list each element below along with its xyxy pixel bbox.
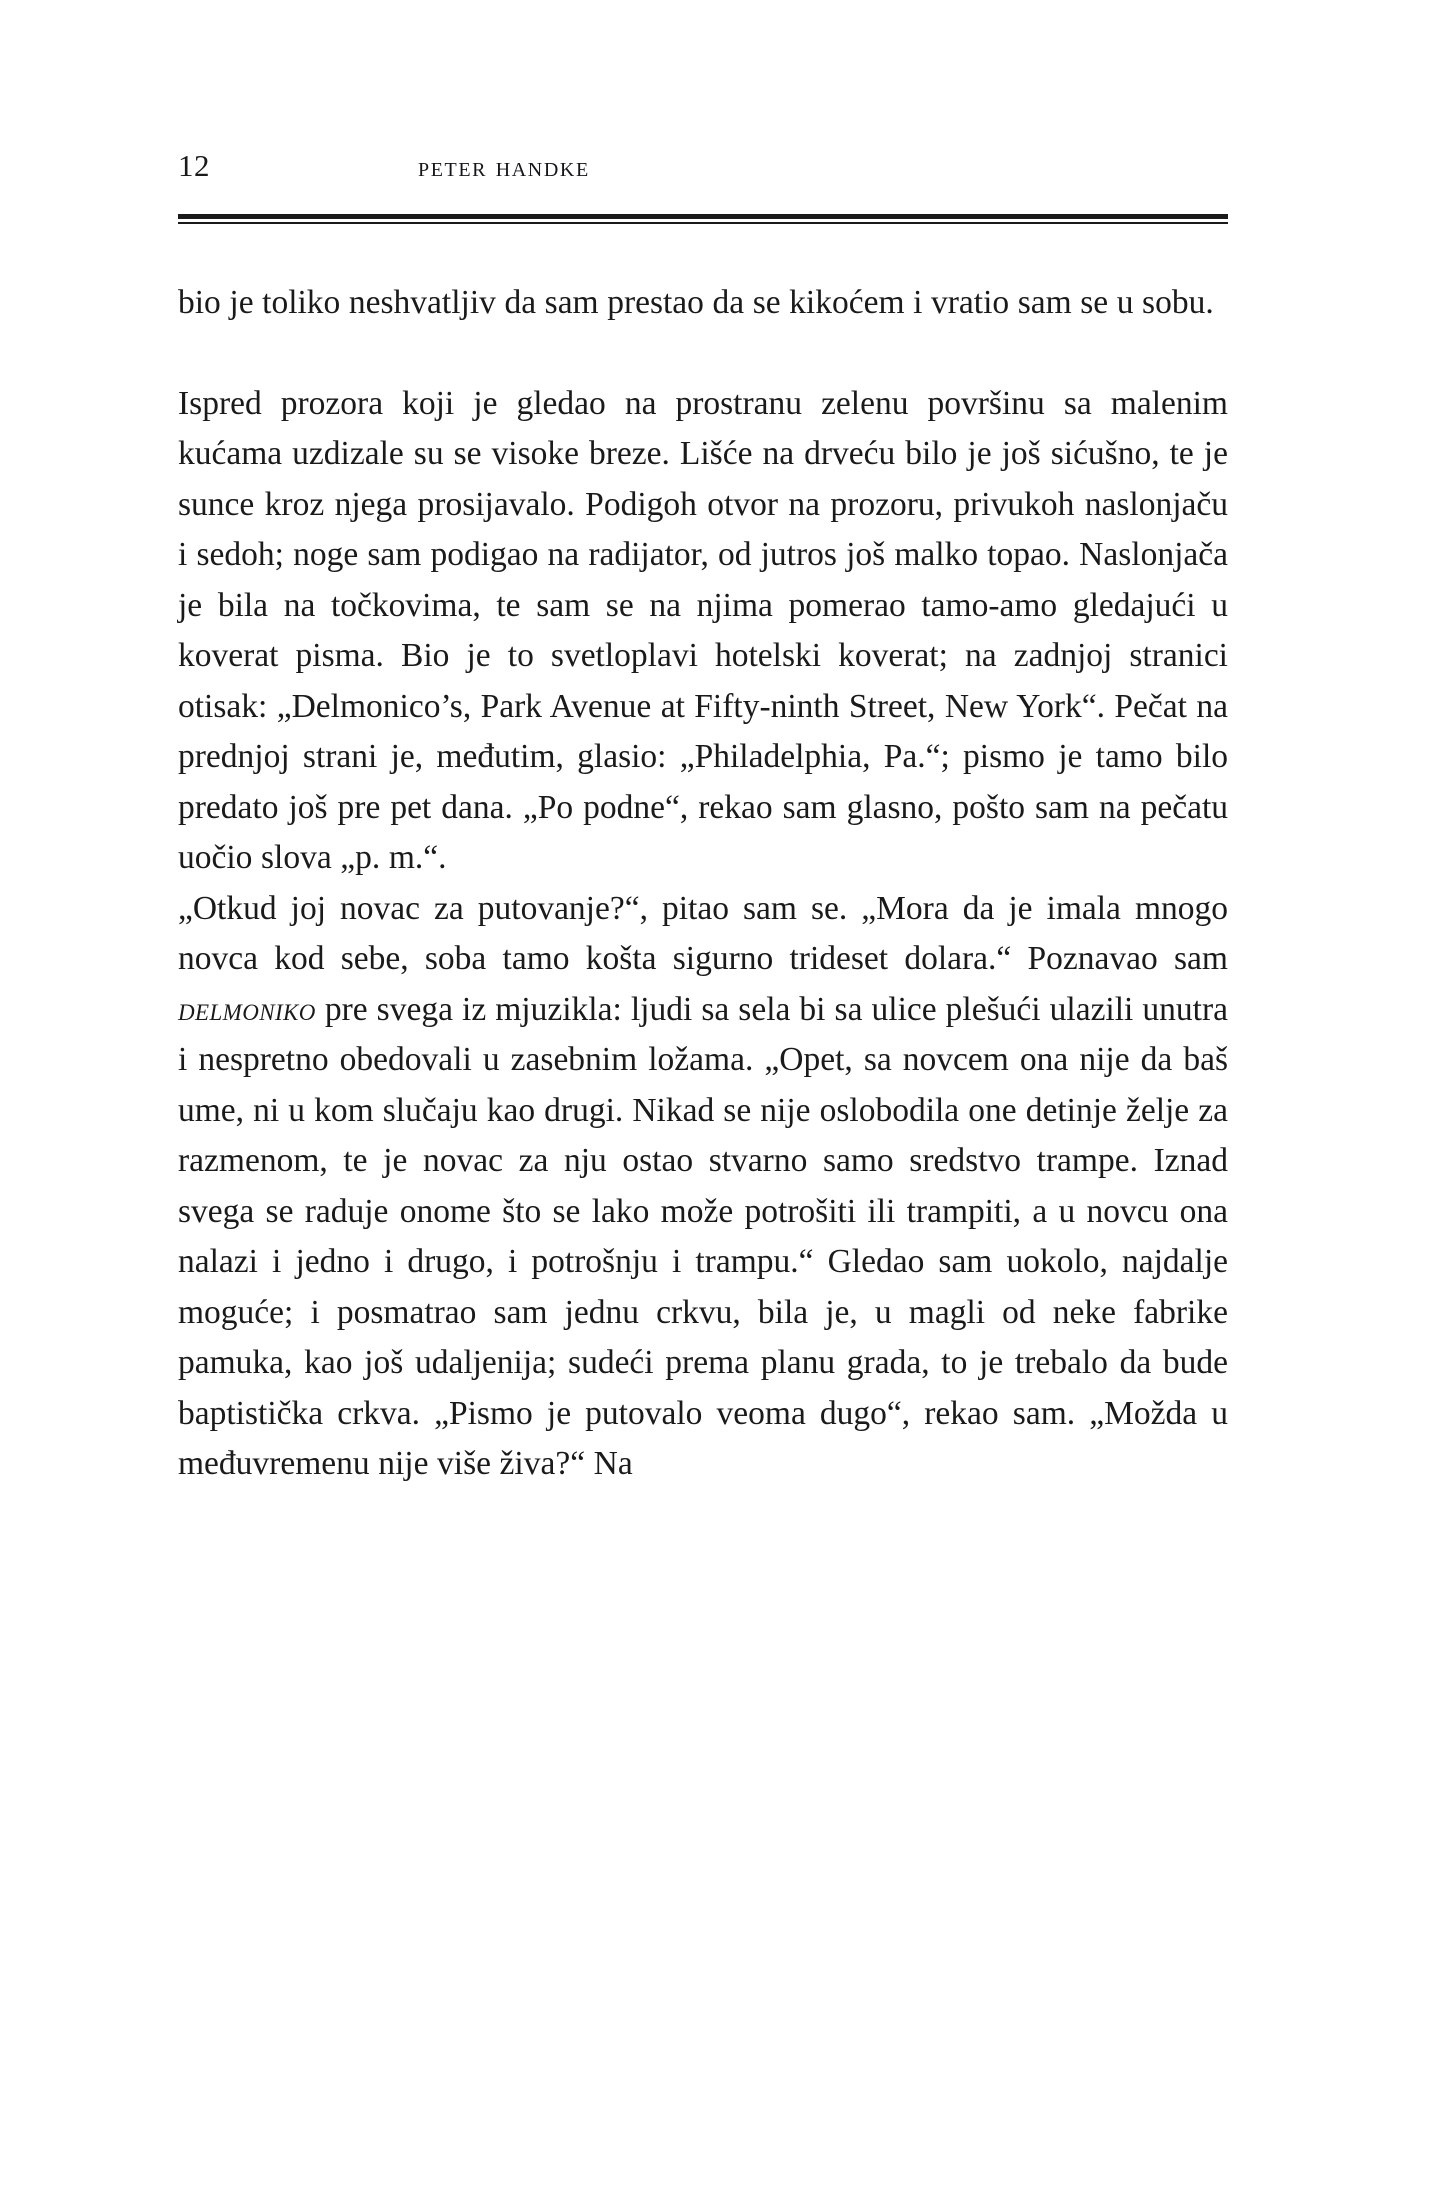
paragraph-3-text-after: pre svega iz mjuzikla: ljudi sa sela bi sa ulice plešući ulazili unutra i nespretno obedovali u zasebnim ložama. „Opet, sa novcem ona nije da baš ume, ni u kom slučaju kao drugi. Nikad se nije oslobodila one detinje želje za razmenom, te je novac za nju ostao stvarno samo sredstvo trampe. Iznad svega se raduje onome što se lako može potrošiti ili trampiti, a u novcu ona nalazi i jedno i drugo, i potrošnju i trampu.“ Gledao sam uokolo, najdalje moguće; i posmatrao sam jednu crkvu, bila je, u magli od neke fabrike pamuka, kao još udaljenija; sudeći prema planu grada, to je trebalo da bude baptistička crkva. „Pismo je putovalo veoma dugo“, rekao sam. „Možda u međuvremenu nije više živa?“ Na (178, 990, 1228, 1482)
running-head (178, 150, 1228, 208)
header-rule (178, 214, 1228, 224)
page-number: 12 (178, 148, 210, 183)
page-content-area (178, 150, 1228, 1490)
body-text (178, 278, 1228, 1490)
header-rule-thin (178, 222, 1228, 224)
delmoniko-smallcaps: delmoniko (178, 990, 316, 1028)
paragraph-3 (178, 884, 1228, 1490)
paragraph-spacer (178, 329, 1228, 379)
running-head-author: peter handke (418, 152, 590, 183)
paragraph-2: Ispred prozora koji je gledao na prostranu zelenu površinu sa malenim kućama uzdizale su se visoke breze. Lišće na drveću bilo je još sićušno, te je sunce kroz njega prosijavalo. Podigoh otvor na prozoru, privukoh naslonjaču i sedoh; noge sam podigao na radijator, od jutros još malko topao. Naslonjača je bila na točkovima, te sam se na njima pomerao tamo-amo gledajući u koverat pisma. Bio je to svetloplavi hotelski koverat; na zadnjoj stranici otisak: „Delmonico’s, Park Avenue at Fifty-ninth Street, New York“. Pečat na prednjoj strani je, međutim, glasio: „Philadelphia, Pa.“; pismo je tamo bilo predato još pre pet dana. „Po podne“, rekao sam glasno, pošto sam na pečatu uočio slova „p. m.“. (178, 384, 1228, 876)
paragraph-1: bio je toliko neshvatljiv da sam prestao da se kikoćem i vratio sam se u sobu. (178, 284, 1214, 321)
paragraph-3-text-before: „Otkud joj novac za putovanje?“, pitao sam se. „Mora da je imala mnogo novca kod sebe, soba tamo košta sigurno trideset dolara.“ Poznavao sam (178, 889, 1228, 977)
